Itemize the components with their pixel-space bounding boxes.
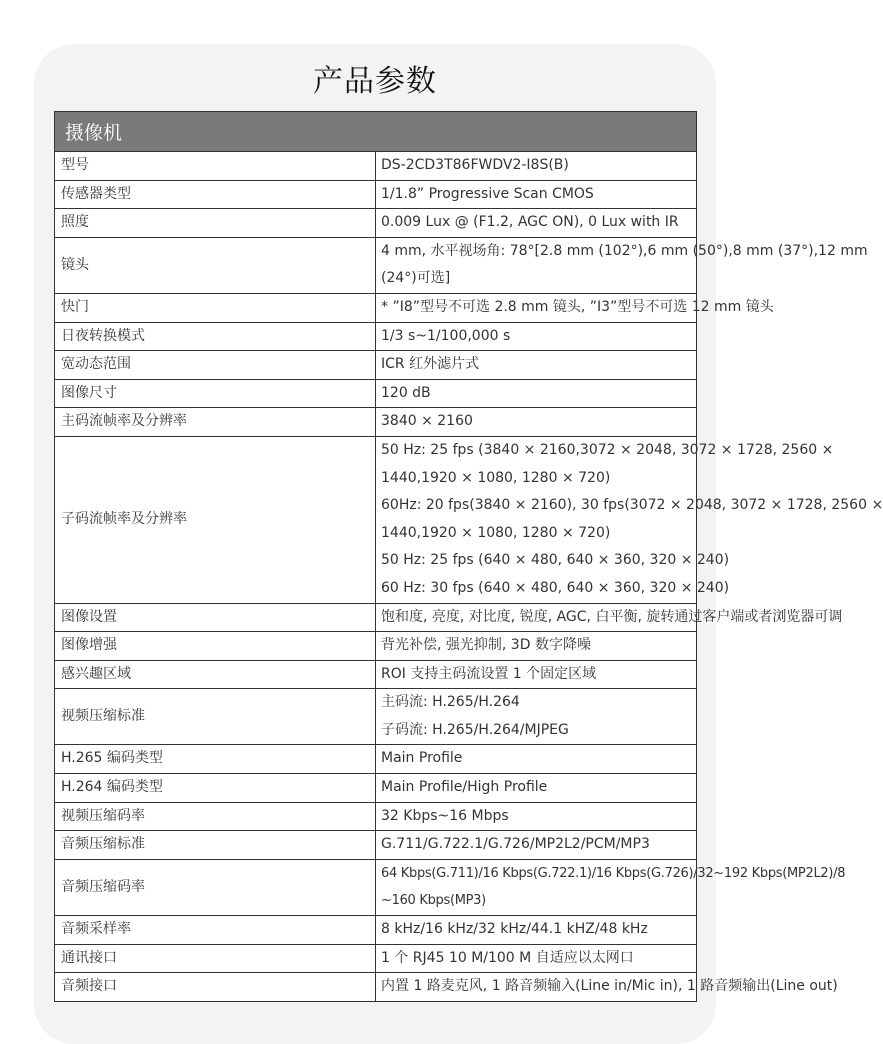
spec-value-line: 1 个 RJ45 10 M/100 M 自适应以太网口 [381,949,634,966]
spec-value [376,973,838,1002]
spec-value-line: 4 mm, 水平视场角: 78°[2.8 mm (102°),6 mm (50°),8 mm (37°),12 mm [381,242,868,259]
table-row [55,916,697,945]
spec-value-line: DS-2CD3T86FWDV2-I8S(B) [381,157,569,173]
spec-value-line: 饱和度, 亮度, 对比度, 锐度, AGC, 白平衡, 旋转通过客户端或者浏览器可调 [381,608,843,625]
table-row [55,745,697,774]
spec-value [376,293,774,322]
spec-label: 通讯接口 [55,944,376,973]
spec-label: 音频采样率 [55,916,376,945]
table-row [55,774,697,803]
table-row [55,802,697,831]
spec-value [376,379,697,408]
spec-value [376,802,697,831]
spec-label: 型号 [55,152,376,181]
spec-value-line: 1/1.8” Progressive Scan CMOS [381,185,594,202]
spec-label: 图像设置 [55,603,376,632]
spec-label: 子码流帧率及分辨率 [55,436,376,603]
spec-value [376,408,697,437]
spec-value [376,152,697,181]
table-row [55,689,697,745]
spec-value-line: 60Hz: 20 fps(3840 × 2160), 30 fps(3072 × 2048, 3072 × 1728, 2560 × [381,497,883,514]
table-row [55,180,697,209]
table-row [55,152,697,181]
spec-value-line: 内置 1 路麦克风, 1 路音频输入(Line in/Mic in), 1 路音频输出(Line out) [381,978,838,995]
spec-value-line: Main Profile/High Profile [381,779,548,796]
spec-value [376,859,846,915]
table-row [55,408,697,437]
spec-value [376,660,697,689]
spec-value-line: 64 Kbps(G.711)/16 Kbps(G.722.1)/16 Kbps(G.726)/32~192 Kbps(MP2L2)/8 [381,865,846,881]
spec-label: 感兴趣区域 [55,660,376,689]
page-title: 产品参数 [313,64,437,99]
spec-value [376,774,697,803]
table-row [55,322,697,351]
spec-value-line: * ”I8”型号不可选 2.8 mm 镜头, ”I3”型号不可选 12 mm 镜头 [381,298,774,315]
spec-label: 镜头 [55,237,376,293]
spec-label: 音频压缩标准 [55,831,376,860]
spec-value-line: 120 dB [381,384,431,401]
spec-value [376,944,697,973]
table-row [55,436,697,603]
spec-value-line: 50 Hz: 25 fps (640 × 480, 640 × 360, 320 × 240) [381,552,730,569]
spec-value [376,436,883,603]
spec-value [376,689,697,745]
spec-label: 快门 [55,293,376,322]
spec-value-line: G.711/G.722.1/G.726/MP2L2/PCM/MP3 [381,836,650,853]
spec-value-line: 50 Hz: 25 fps (3840 × 2160,3072 × 2048, 3072 × 1728, 2560 × [381,441,834,458]
spec-value-line: 8 kHz/16 kHz/32 kHz/44.1 kHZ/48 kHz [381,921,648,938]
spec-label: 音频接口 [55,973,376,1002]
spec-table [54,111,883,1002]
spec-label: 图像增强 [55,632,376,661]
spec-value-line: ROI 支持主码流设置 1 个固定区域 [381,665,597,682]
spec-value-line: ICR 红外滤片式 [381,356,480,373]
spec-value-line: 3840 × 2160 [381,413,473,430]
spec-value-line: 1440,1920 × 1080, 1280 × 720) [381,524,611,541]
spec-value-line: 1440,1920 × 1080, 1280 × 720) [381,469,611,486]
table-row [55,859,697,915]
spec-value-line: 子码流: H.265/H.264/MJPEG [381,721,569,738]
spec-value [376,632,697,661]
spec-label: 视频压缩码率 [55,802,376,831]
spec-label: H.264 编码类型 [55,774,376,803]
table-row [55,944,697,973]
table-row [55,379,697,408]
spec-value-line: 32 Kbps~16 Mbps [381,807,509,824]
table-row [55,603,697,632]
spec-value [376,603,843,632]
spec-value-line: 60 Hz: 30 fps (640 × 480, 640 × 360, 320 × 240) [381,579,730,596]
spec-value [376,180,697,209]
spec-table-body [55,152,883,1002]
table-row [55,831,697,860]
spec-value [376,209,697,238]
spec-label: 传感器类型 [55,180,376,209]
spec-value [376,351,697,380]
table-row [55,293,697,322]
spec-value-line: ~160 Kbps(MP3) [381,893,486,909]
spec-label: 图像尺寸 [55,379,376,408]
spec-value [376,831,697,860]
spec-value-line: Main Profile [381,750,463,767]
spec-label: 照度 [55,209,376,238]
spec-value [376,237,868,293]
spec-value-line: 主码流: H.265/H.264 [381,694,520,711]
spec-label: 视频压缩标准 [55,689,376,745]
table-row [55,351,697,380]
spec-value-line: (24°)可选] [381,270,451,287]
spec-value [376,916,697,945]
table-row [55,237,697,293]
spec-label: 宽动态范围 [55,351,376,380]
spec-label: H.265 编码类型 [55,745,376,774]
section-header-row [55,112,697,152]
table-row [55,209,697,238]
spec-label: 音频压缩码率 [55,859,376,915]
table-row [55,632,697,661]
section-title: 摄像机 [55,112,697,152]
spec-label: 主码流帧率及分辨率 [55,408,376,437]
spec-value-line: 背光补偿, 强光抑制, 3D 数字降噪 [381,637,591,654]
table-row [55,660,697,689]
spec-value [376,745,697,774]
spec-label: 日夜转换模式 [55,322,376,351]
spec-value-line: 1/3 s~1/100,000 s [381,327,511,344]
table-row [55,973,697,1002]
spec-value [376,322,697,351]
spec-value-line: 0.009 Lux @ (F1.2, AGC ON), 0 Lux with IR [381,214,679,231]
